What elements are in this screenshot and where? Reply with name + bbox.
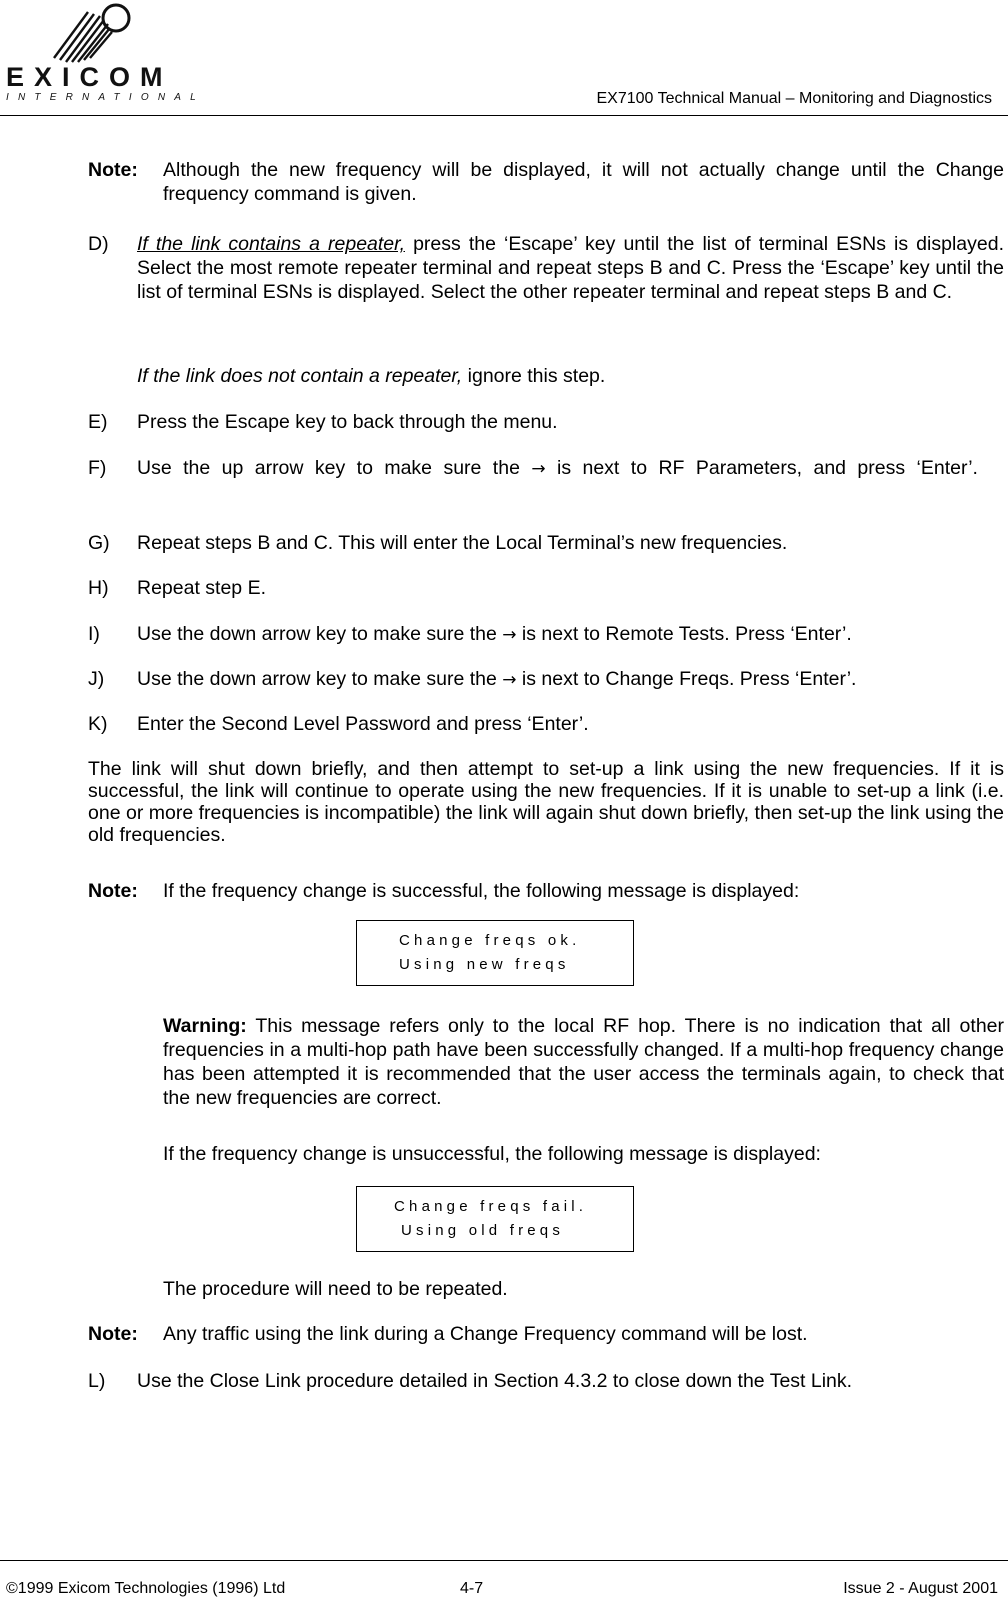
logo-subtitle: INTERNATIONAL — [6, 92, 205, 103]
step-label-h: H) — [88, 577, 109, 599]
step-text-h: Repeat step E. — [137, 577, 266, 599]
step-i-after: is next to Remote Tests. Press ‘Enter’. — [516, 623, 852, 645]
step-label-d: D) — [88, 233, 109, 255]
logo-swoosh-icon — [4, 2, 174, 66]
step-label-l: L) — [88, 1370, 106, 1392]
unsuccessful-text: If the frequency change is unsuccessful, the following message is displayed: — [163, 1143, 821, 1165]
right-arrow-icon: → — [502, 670, 517, 690]
step-d-condition: If the link contains a repeater, — [137, 233, 405, 255]
step-label-f: F) — [88, 457, 107, 479]
step-label-k: K) — [88, 713, 108, 735]
note-text: If the frequency change is successful, the following message is displayed: — [163, 880, 800, 902]
step-d-alt — [137, 364, 1004, 388]
footer-page-number: 4-7 — [460, 1580, 484, 1597]
lcd-display-ok — [356, 920, 634, 986]
lcd-line: Change freqs ok. — [399, 932, 581, 949]
logo-wordmark: EXICOM — [6, 62, 173, 92]
step-f-before: Use the up arrow key to make sure the — [137, 457, 532, 479]
step-label-j: J) — [88, 668, 105, 690]
header-title: EX7100 Technical Manual – Monitoring and Diagnostics — [596, 90, 992, 107]
step-text-k: Enter the Second Level Password and press ‘Enter’. — [137, 713, 589, 735]
note-label: Note: — [88, 159, 138, 181]
step-text-e: Press the Escape key to back through the menu. — [137, 411, 558, 433]
warning-body: This message refers only to the local RF hop. There is no indication that all other frequencies in a multi-hop path have been successfully changed. If a multi-hop frequency change has been attempted it is recommended that the user access the terminals again, to check that the new frequencies are correct. — [163, 1015, 1004, 1109]
step-j-before: Use the down arrow key to make sure the — [137, 668, 503, 690]
step-text-d — [137, 232, 1004, 304]
note-label: Note: — [88, 1323, 138, 1345]
step-d-alt-body: ignore this step. — [462, 365, 606, 387]
right-arrow-icon: → — [502, 625, 517, 645]
lcd-line: Using old freqs — [401, 1222, 565, 1239]
header-rule — [0, 115, 1008, 116]
step-label-i: I) — [88, 623, 100, 645]
step-f-after: is next to RF Parameters, and press ‘Enter’. — [545, 457, 978, 479]
step-text-g: Repeat steps B and C. This will enter the Local Terminal’s new frequencies. — [137, 532, 788, 554]
step-d-alt-condition: If the link does not contain a repeater, — [137, 365, 463, 387]
step-text-j — [137, 667, 1004, 692]
step-d-body: press the ‘Escape’ key until the list of terminal ESNs is displayed. Select the most remote repeater terminal and repeat steps B and C. Press the ‘Escape’ key until the list of terminal ESNs is displayed. Select the other repeater terminal and repeat steps B and C. — [137, 233, 1004, 303]
repeat-text: The procedure will need to be repeated. — [163, 1278, 508, 1300]
step-label-g: G) — [88, 532, 110, 554]
note-text: Although the new frequency will be displayed, it will not actually change until the Change frequency command is given. — [163, 159, 1004, 205]
footer-issue: Issue 2 - August 2001 — [843, 1580, 998, 1597]
footer-rule — [0, 1560, 1008, 1561]
step-label-e: E) — [88, 411, 108, 433]
note-label: Note: — [88, 880, 138, 902]
footer-copyright: ©1999 Exicom Technologies (1996) Ltd — [6, 1580, 286, 1597]
lcd-line: Using new freqs — [399, 956, 570, 973]
step-text-f — [137, 456, 1004, 481]
step-j-after: is next to Change Freqs. Press ‘Enter’. — [516, 668, 857, 690]
step-text-i — [137, 622, 1004, 647]
lcd-line: Change freqs fail. — [394, 1198, 588, 1215]
right-arrow-icon: → — [531, 459, 546, 479]
step-text-l: Use the Close Link procedure detailed in Section 4.3.2 to close down the Test Link. — [137, 1370, 853, 1392]
warning-label: Warning: — [163, 1015, 247, 1037]
step-i-before: Use the down arrow key to make sure the — [137, 623, 503, 645]
warning-text — [163, 1014, 1004, 1110]
lcd-display-fail — [356, 1186, 634, 1252]
note-text: Any traffic using the link during a Change Frequency command will be lost. — [163, 1323, 808, 1345]
body-paragraph: The link will shut down briefly, and then attempt to set-up a link using the new frequencies. If it is successful, the link will continue to operate using the new frequencies. If it is unable to set-up a link (i.e. one or more frequencies is incompatible) the link will again shut down briefly, then set-up the link using the old frequencies. — [88, 758, 1004, 846]
